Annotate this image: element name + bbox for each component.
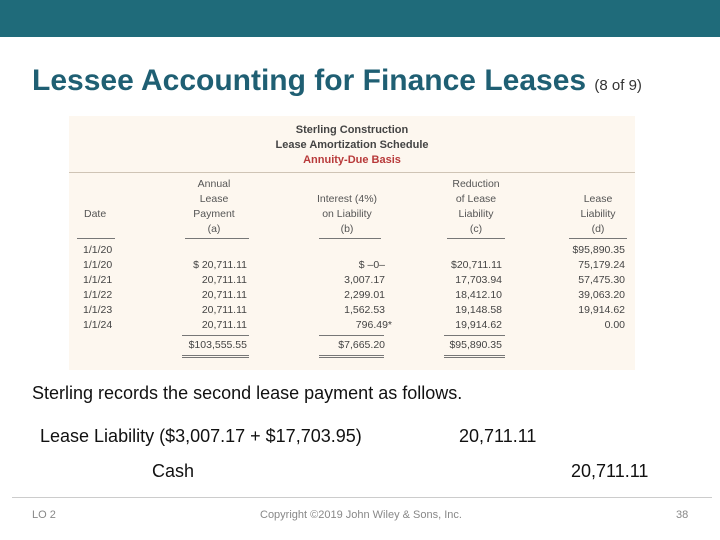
- top-accent-bar: [0, 0, 720, 37]
- row-3-payment: 20,711.11: [201, 274, 247, 286]
- schedule-name: Lease Amortization Schedule: [275, 139, 429, 151]
- col-header-reduction-line2: of Lease: [455, 193, 497, 205]
- underline-payment: [185, 238, 249, 239]
- row-2-date: 1/1/20: [83, 259, 113, 271]
- col-header-interest: [302, 192, 392, 237]
- row-4-payment: 20,711.11: [201, 289, 247, 301]
- footer-lo: LO 2: [32, 509, 56, 521]
- col-header-reduction: [441, 177, 511, 237]
- intro-text: Sterling records the second lease payment as follows.: [32, 383, 463, 403]
- row-5-date: 1/1/23: [83, 304, 113, 316]
- col-header-payment: [179, 177, 249, 237]
- row-6-liability: 0.00: [604, 319, 625, 331]
- row-5-interest: 1,562.53: [344, 304, 385, 316]
- total-rule-reduction: [444, 335, 505, 336]
- schedule-company: Sterling Construction: [295, 124, 409, 136]
- double-rule-payment-2: [182, 357, 249, 358]
- row-6-payment: 20,711.11: [201, 319, 247, 331]
- row-3-liability: 57,475.30: [578, 274, 625, 286]
- journal-debit-account: Lease Liability ($3,007.17 + $17,703.95): [40, 426, 362, 446]
- total-rule-interest: [319, 335, 384, 336]
- footer-divider: [12, 497, 712, 498]
- total-reduction: $95,890.35: [449, 339, 502, 351]
- journal-credit-account: Cash: [152, 461, 195, 481]
- col-header-liability-line2: Liability: [580, 208, 616, 220]
- footer-page-number: 38: [676, 509, 689, 521]
- row-6-interest: 796.49*: [355, 319, 392, 331]
- double-rule-interest-1: [319, 355, 384, 356]
- row-1-liability: $95,890.35: [572, 244, 625, 256]
- row-3-reduction: 17,703.94: [455, 274, 502, 286]
- row-6-reduction: 19,914.62: [455, 319, 502, 331]
- double-rule-reduction-2: [444, 357, 505, 358]
- row-3-interest: 3,007.17: [344, 274, 385, 286]
- col-header-date: Date: [84, 208, 107, 220]
- schedule-basis: Annuity-Due Basis: [303, 154, 401, 166]
- double-rule-payment-1: [182, 355, 249, 356]
- underline-interest: [319, 238, 381, 239]
- row-4-liability: 39,063.20: [578, 289, 625, 301]
- total-rule-payment: [182, 335, 249, 336]
- row-2-reduction: $20,711.11: [451, 259, 502, 271]
- col-header-payment-line2: Lease: [199, 193, 229, 205]
- row-3-date: 1/1/21: [83, 274, 113, 286]
- row-2-interest: $ –0–: [358, 259, 385, 271]
- row-6-date: 1/1/24: [83, 319, 113, 331]
- col-header-reduction-line1: Reduction: [452, 178, 500, 190]
- row-4-reduction: 18,412.10: [455, 289, 502, 301]
- row-5-payment: 20,711.11: [201, 304, 247, 316]
- col-header-payment-line1: Annual: [197, 178, 231, 190]
- double-rule-interest-2: [319, 357, 384, 358]
- col-header-interest-code: (b): [340, 223, 354, 235]
- col-header-liability-code: (d): [591, 223, 605, 235]
- slide-title-suffix: (8 of 9): [594, 77, 642, 94]
- row-5-reduction: 19,148.58: [455, 304, 502, 316]
- schedule-header-rule: [69, 172, 635, 173]
- row-2-payment: $ 20,711.11: [193, 259, 247, 271]
- underline-reduction: [447, 238, 505, 239]
- col-header-payment-code: (a): [207, 223, 221, 235]
- col-header-reduction-line3: Liability: [458, 208, 494, 220]
- journal-credit-amount: 20,711.11: [571, 461, 649, 481]
- footer-copyright: Copyright ©2019 John Wiley & Sons, Inc.: [260, 509, 462, 521]
- amortization-schedule: [69, 116, 635, 370]
- col-header-liability: [563, 192, 633, 237]
- col-header-interest-line2: on Liability: [322, 208, 372, 220]
- col-header-interest-line1: Interest (4%): [316, 193, 378, 205]
- col-header-payment-line3: Payment: [193, 208, 235, 220]
- row-2-liability: 75,179.24: [578, 259, 625, 271]
- row-5-liability: 19,914.62: [578, 304, 625, 316]
- double-rule-reduction-1: [444, 355, 505, 356]
- total-interest: $7,665.20: [338, 339, 385, 351]
- slide-title: [32, 64, 642, 98]
- slide-title-text: Lessee Accounting for Finance Leases: [32, 64, 587, 97]
- col-header-liability-line1: Lease: [583, 193, 613, 205]
- total-payment: $103,555.55: [188, 339, 247, 351]
- row-1-date: 1/1/20: [83, 244, 113, 256]
- journal-debit-amount: 20,711.11: [459, 426, 537, 446]
- row-4-interest: 2,299.01: [344, 289, 385, 301]
- col-header-reduction-code: (c): [469, 223, 483, 235]
- row-4-date: 1/1/22: [83, 289, 113, 301]
- underline-date: [77, 238, 115, 239]
- underline-liability: [569, 238, 627, 239]
